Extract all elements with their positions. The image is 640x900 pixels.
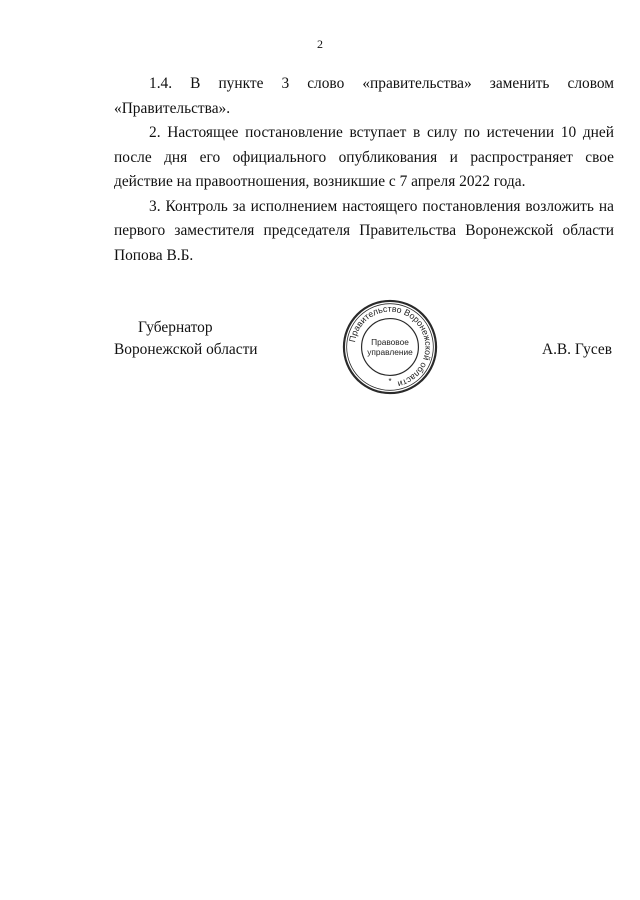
paragraph-3: 3. Контроль за исполнением настоящего постановления возложить на первого заместителя председателя Правительства Воронежской области Попова В.Б. [114,197,614,264]
paragraph-1-4: 1.4. В пункте 3 слово «правительства» заменить словом «Правительства». [114,75,614,117]
paragraph-2: 2. Настоящее постановление вступает в силу по истечении 10 дней после дня его официального опубликования и распространяет свое действие на правоотношения, возникшие с 7 апреля 2022 года. [114,124,614,190]
seal-center-line-2: управление [367,346,413,357]
signatory-title [114,317,274,361]
document-body [114,72,614,268]
seal-star-icon: * [388,377,392,387]
signatory-name: А.В. Гусев [541,341,612,358]
signatory-title-line-1: Губернатор [138,319,213,336]
seal-ring-text-path: Правительство Воронежской области [347,303,434,390]
page-number: 2 [317,37,323,51]
official-seal-stamp [341,298,439,396]
signatory-title-line-2: Воронежской области [114,341,258,358]
seal-center-line-1: Правовое [371,337,409,348]
